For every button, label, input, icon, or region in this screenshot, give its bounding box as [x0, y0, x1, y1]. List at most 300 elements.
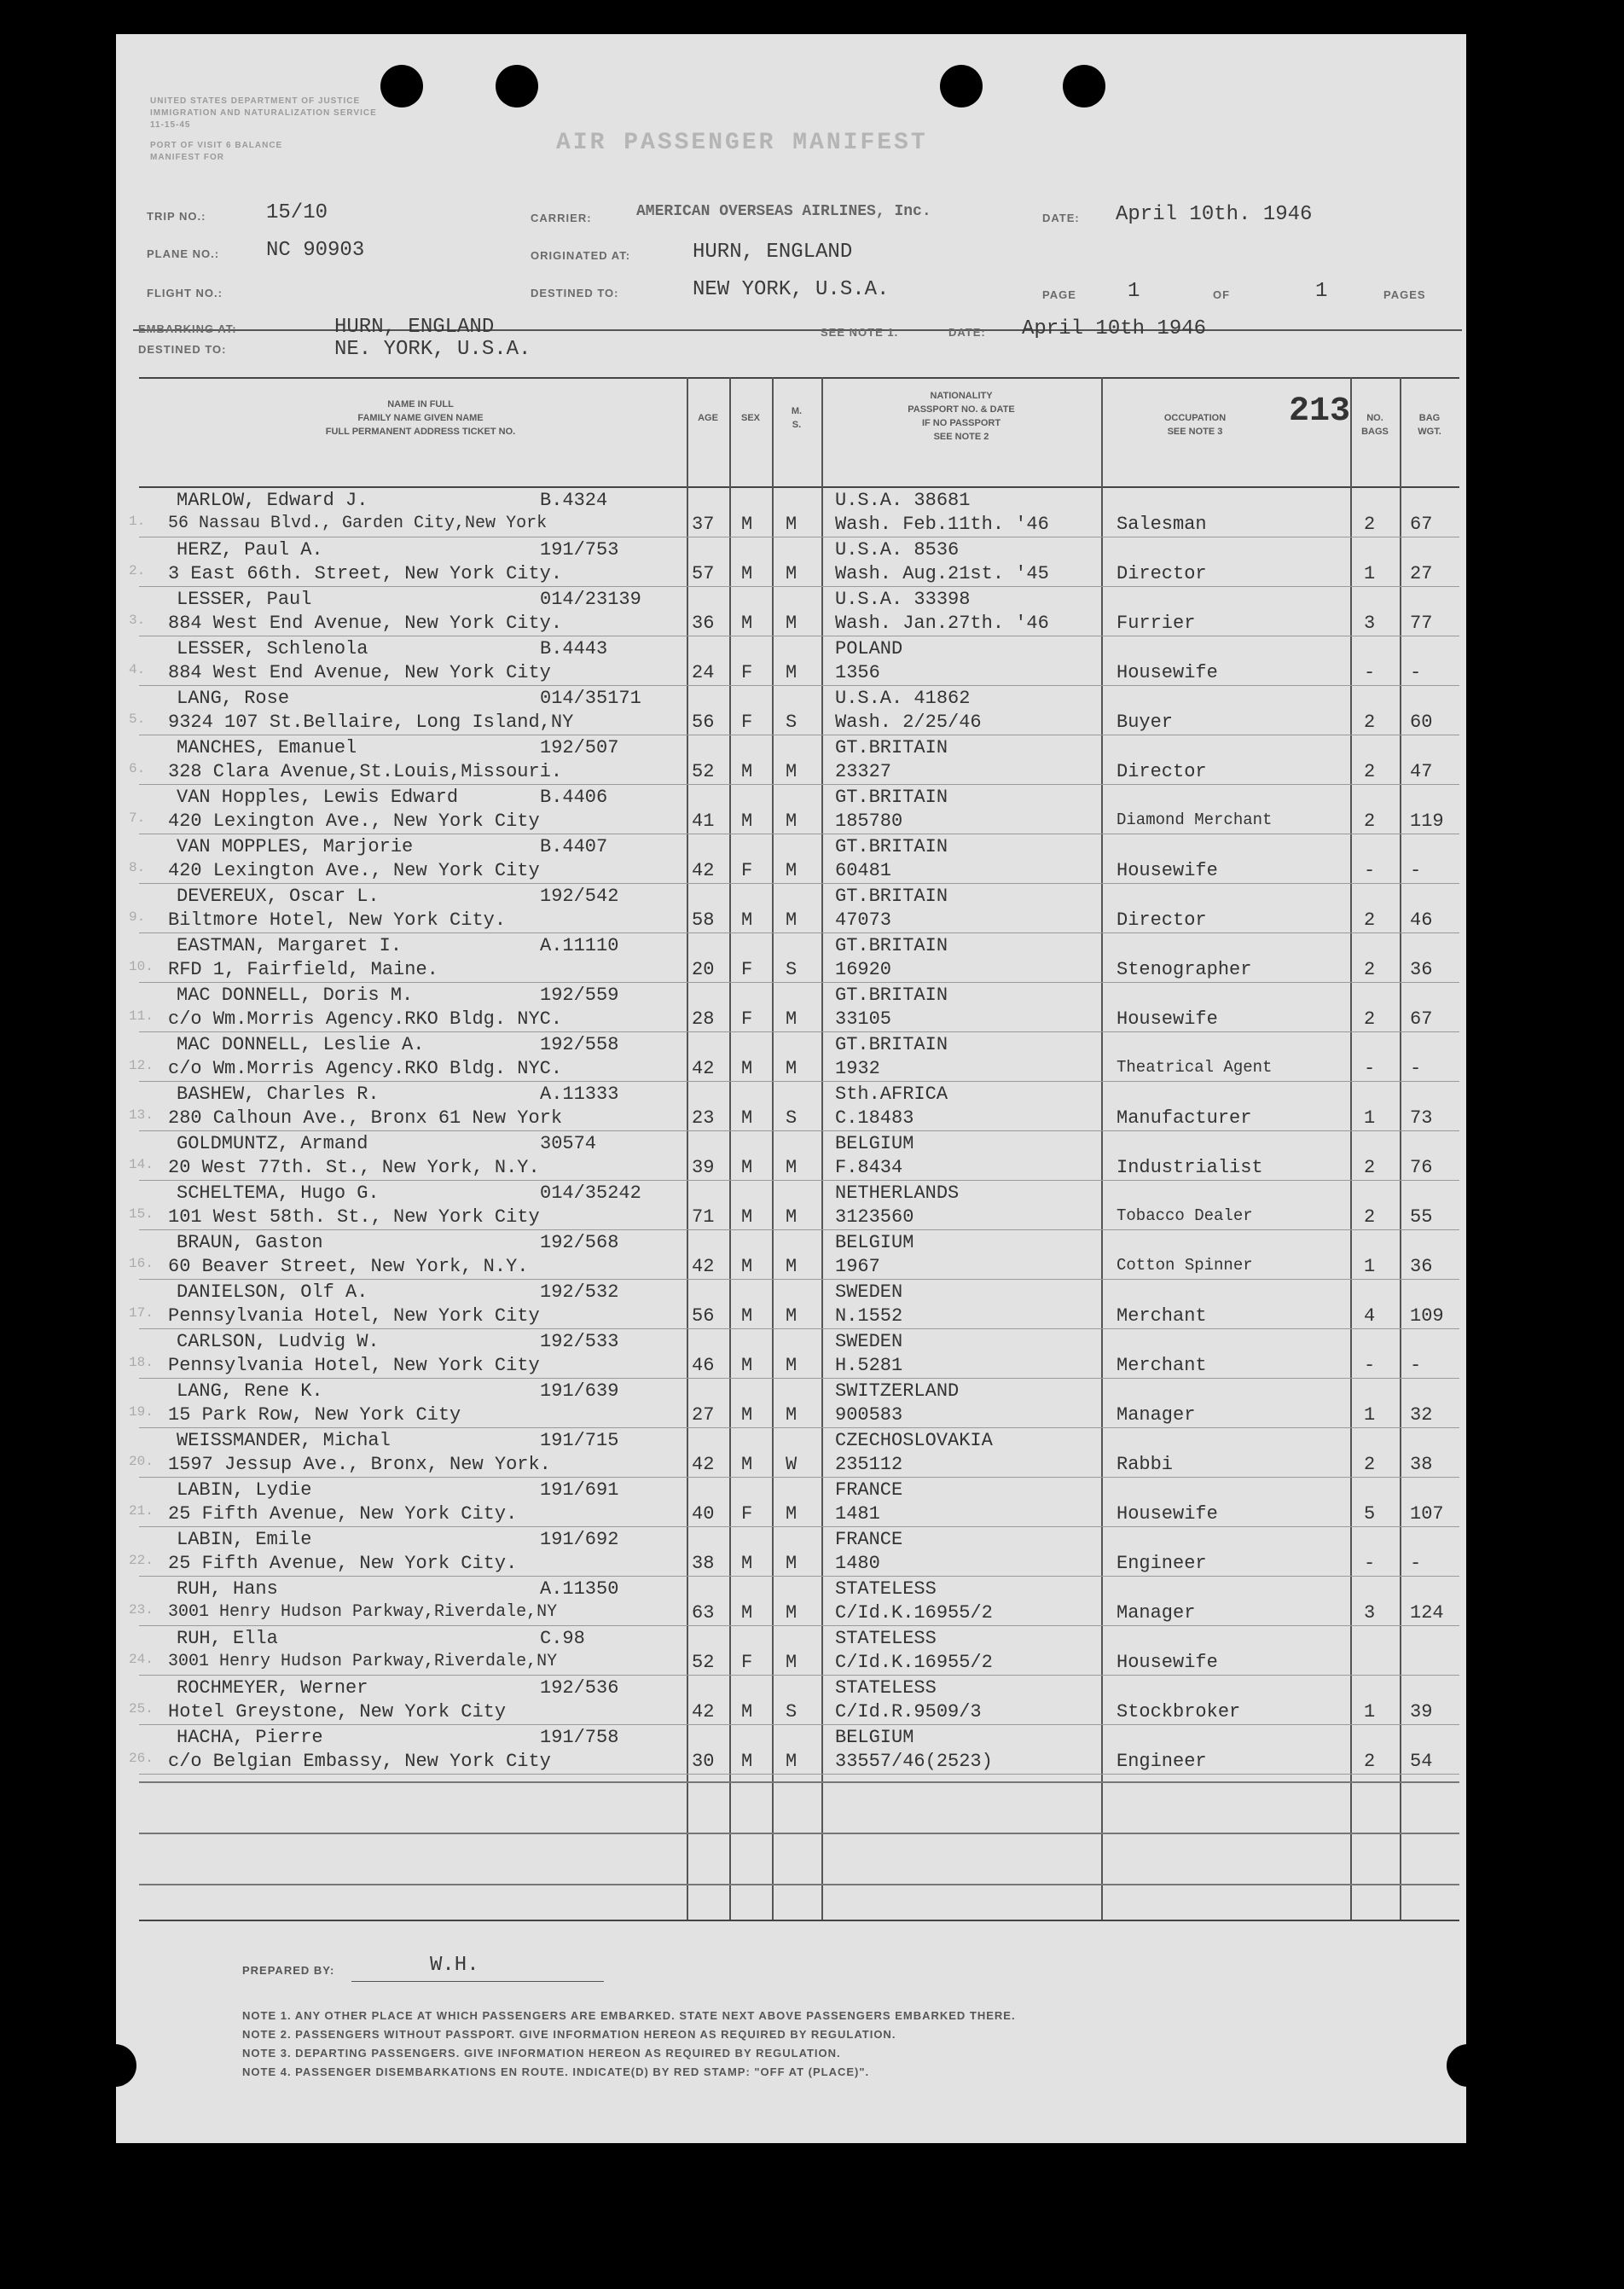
ticket-number: 191/715: [540, 1430, 619, 1451]
ticket-number: 192/536: [540, 1677, 619, 1699]
sex-cell: F: [741, 860, 753, 881]
table-row: [129, 1131, 1459, 1181]
sex-cell: M: [741, 613, 753, 634]
row-number: 23.: [129, 1602, 154, 1618]
nationality: STATELESS: [835, 1628, 937, 1649]
passenger-table: [129, 377, 1459, 1921]
bags-count: -: [1364, 662, 1376, 683]
nationality: FRANCE: [835, 1479, 903, 1501]
age-cell: 42: [692, 1058, 715, 1079]
passport-number: 1967: [835, 1256, 880, 1277]
bag-weight: 27: [1410, 563, 1433, 584]
passenger-name: HACHA, Pierre: [177, 1727, 323, 1748]
bags-count: 1: [1364, 1701, 1376, 1723]
nationality: BELGIUM: [835, 1133, 914, 1154]
bags-count: -: [1364, 1355, 1376, 1376]
trip-no: 15/10: [266, 201, 328, 224]
occupation: Merchant: [1116, 1305, 1207, 1327]
ticket-number: 014/35242: [540, 1182, 641, 1204]
passenger-name: MAC DONNELL, Doris M.: [177, 985, 414, 1006]
sex-cell: M: [741, 514, 753, 535]
age-cell: 36: [692, 613, 715, 634]
bag-weight: -: [1410, 1553, 1422, 1574]
passenger-name: LESSER, Paul: [177, 589, 312, 610]
passport-number: 33557/46(2523): [835, 1751, 993, 1772]
agency-line: IMMIGRATION AND NATURALIZATION SERVICE: [150, 108, 377, 118]
passport-number: 23327: [835, 761, 892, 782]
sex-cell: M: [741, 1355, 753, 1376]
table-rule: [139, 1781, 1459, 1783]
passenger-address: c/o Belgian Embassy, New York City: [168, 1751, 551, 1772]
nationality: POLAND: [835, 638, 903, 659]
nationality: SWITZERLAND: [835, 1380, 960, 1402]
occupation: Housewife: [1116, 860, 1218, 881]
marital-status-cell: M: [786, 1305, 798, 1327]
age-cell: 24: [692, 662, 715, 683]
ticket-number: B.4407: [540, 836, 608, 857]
row-rule: [139, 1774, 1459, 1775]
passport-number: 900583: [835, 1404, 903, 1426]
bags-count: 2: [1364, 1157, 1376, 1178]
nationality: GT.BRITAIN: [835, 1034, 948, 1055]
table-bottom-rule: [139, 1920, 1459, 1921]
passenger-address: 1597 Jessup Ave., Bronx, New York.: [168, 1454, 551, 1475]
destined2: NE. YORK, U.S.A.: [334, 338, 531, 361]
marital-status-cell: M: [786, 613, 798, 634]
row-number: 3.: [129, 613, 146, 628]
bag-weight: 77: [1410, 613, 1433, 634]
bag-weight: 47: [1410, 761, 1433, 782]
passenger-name: LANG, Rene K.: [177, 1380, 323, 1402]
marital-status-cell: M: [786, 1404, 798, 1426]
col-header-sex: SEX: [740, 413, 760, 423]
ticket-number: B.4324: [540, 490, 608, 511]
sex-cell: M: [741, 1602, 753, 1624]
bags-count: 4: [1364, 1305, 1376, 1327]
row-number: 18.: [129, 1355, 154, 1370]
manifest-sheet: [116, 34, 1466, 2143]
age-cell: 39: [692, 1157, 715, 1178]
occupation: Director: [1116, 563, 1207, 584]
nationality: CZECHOSLOVAKIA: [835, 1430, 993, 1451]
bags-count: 2: [1364, 712, 1376, 733]
prepared-label: PREPARED BY:: [242, 1964, 335, 1977]
nationality: U.S.A. 41862: [835, 688, 971, 709]
passenger-address: 280 Calhoun Ave., Bronx 61 New York: [168, 1107, 563, 1129]
occupation: Salesman: [1116, 514, 1207, 535]
plane-no: NC 90903: [266, 239, 365, 262]
table-rule: [139, 1833, 1459, 1834]
bags-count: 1: [1364, 1404, 1376, 1426]
bags-count: -: [1364, 860, 1376, 881]
passenger-name: MAC DONNELL, Leslie A.: [177, 1034, 425, 1055]
passenger-name: RUH, Ella: [177, 1628, 278, 1649]
sex-cell: F: [741, 1008, 753, 1030]
table-row: [129, 1329, 1459, 1379]
row-number: 16.: [129, 1256, 154, 1271]
ticket-number: 192/559: [540, 985, 619, 1006]
passenger-address: c/o Wm.Morris Agency.RKO Bldg. NYC.: [168, 1058, 563, 1079]
nationality: GT.BRITAIN: [835, 836, 948, 857]
row-number: 14.: [129, 1157, 154, 1172]
nationality: Sth.AFRICA: [835, 1083, 948, 1105]
destined: NEW YORK, U.S.A.: [693, 278, 890, 301]
passport-number: C/Id.K.16955/2: [835, 1602, 993, 1624]
passenger-address: 15 Park Row, New York City: [168, 1404, 461, 1426]
sex-cell: M: [741, 1701, 753, 1723]
ticket-number: 014/35171: [540, 688, 641, 709]
nationality: GT.BRITAIN: [835, 935, 948, 956]
bag-weight: 38: [1410, 1454, 1433, 1475]
age-cell: 42: [692, 1701, 715, 1723]
agency-block: [150, 96, 377, 164]
age-cell: 42: [692, 1256, 715, 1277]
nationality: U.S.A. 33398: [835, 589, 971, 610]
age-cell: 52: [692, 761, 715, 782]
ticket-number: 192/532: [540, 1281, 619, 1303]
row-number: 8.: [129, 860, 146, 875]
agency-line: MANIFEST FOR: [150, 153, 224, 162]
footnote: NOTE 4. PASSENGER DISEMBARKATIONS EN ROUTE. INDICATE(D) BY RED STAMP: "OFF AT (PLACE)".: [242, 2065, 870, 2078]
row-number: 6.: [129, 761, 146, 776]
sex-cell: M: [741, 1206, 753, 1228]
table-row: [129, 636, 1459, 686]
passenger-name: MANCHES, Emanuel: [177, 737, 357, 758]
ticket-number: 192/558: [540, 1034, 619, 1055]
passenger-address: Pennsylvania Hotel, New York City: [168, 1355, 540, 1376]
passenger-name: RUH, Hans: [177, 1578, 278, 1600]
table-row: [129, 1676, 1459, 1725]
ticket-number: 191/691: [540, 1479, 619, 1501]
occupation: Director: [1116, 909, 1207, 931]
table-row: [129, 1478, 1459, 1527]
passport-number: C/Id.K.16955/2: [835, 1652, 993, 1673]
date2-label: DATE:: [948, 326, 986, 339]
carrier: AMERICAN OVERSEAS AIRLINES, Inc.: [636, 203, 931, 220]
nationality: GT.BRITAIN: [835, 886, 948, 907]
bag-weight: -: [1410, 860, 1422, 881]
occupation: Engineer: [1116, 1751, 1207, 1772]
occupation: Industrialist: [1116, 1157, 1263, 1178]
passenger-address: 884 West End Avenue, New York City: [168, 662, 551, 683]
sex-cell: F: [741, 1503, 753, 1525]
marital-status-cell: M: [786, 1652, 798, 1673]
occupation: Manager: [1116, 1404, 1196, 1426]
marital-status-cell: M: [786, 1008, 798, 1030]
table-row: [129, 1280, 1459, 1329]
row-number: 10.: [129, 959, 154, 974]
bags-count: 3: [1364, 1602, 1376, 1624]
embarking: HURN, ENGLAND: [334, 316, 495, 339]
row-number: 15.: [129, 1206, 154, 1222]
punch-hole: [94, 2044, 136, 2087]
bag-weight: 36: [1410, 1256, 1433, 1277]
col-header-name: NAME IN FULL FAMILY NAME GIVEN NAME FULL PERMANENT ADDRESS TICKET NO.: [325, 399, 516, 437]
passenger-address: 20 West 77th. St., New York, N.Y.: [168, 1157, 540, 1178]
passenger-address: 25 Fifth Avenue, New York City.: [168, 1553, 518, 1574]
punch-hole: [496, 65, 538, 107]
age-cell: 42: [692, 1454, 715, 1475]
table-row: [129, 1181, 1459, 1230]
age-cell: 30: [692, 1751, 715, 1772]
bags-count: 2: [1364, 959, 1376, 980]
marital-status-cell: M: [786, 810, 798, 832]
passport-number: N.1552: [835, 1305, 903, 1327]
age-cell: 20: [692, 959, 715, 980]
row-number: 7.: [129, 810, 146, 826]
bag-weight: 46: [1410, 909, 1433, 931]
passenger-address: 56 Nassau Blvd., Garden City,New York: [168, 514, 548, 533]
marital-status-cell: M: [786, 1206, 798, 1228]
bag-weight: 124: [1410, 1602, 1444, 1624]
row-number: 22.: [129, 1553, 154, 1568]
table-row: [129, 884, 1459, 933]
marital-status-cell: S: [786, 1701, 798, 1723]
age-cell: 63: [692, 1602, 715, 1624]
ticket-number: 191/753: [540, 539, 619, 561]
pages-label: PAGES: [1383, 288, 1426, 301]
stamp-number: 213: [1289, 392, 1351, 431]
bag-weight: 73: [1410, 1107, 1433, 1129]
bags-count: 2: [1364, 514, 1376, 535]
footnote: NOTE 2. PASSENGERS WITHOUT PASSPORT. GIVE INFORMATION HEREON AS REQUIRED BY REGULATION.: [242, 2028, 896, 2041]
table-row: [129, 1626, 1459, 1676]
passport-number: 235112: [835, 1454, 903, 1475]
row-number: 2.: [129, 563, 146, 578]
marital-status-cell: M: [786, 1157, 798, 1178]
passenger-name: LESSER, Schlenola: [177, 638, 368, 659]
of-label: OF: [1213, 288, 1231, 301]
sex-cell: M: [741, 810, 753, 832]
sex-cell: M: [741, 1107, 753, 1129]
marital-status-cell: S: [786, 712, 798, 733]
age-cell: 41: [692, 810, 715, 832]
punch-hole: [1063, 65, 1105, 107]
occupation: Diamond Merchant: [1116, 810, 1273, 829]
age-cell: 40: [692, 1503, 715, 1525]
passenger-name: VAN Hopples, Lewis Edward: [177, 787, 459, 808]
ticket-number: 192/542: [540, 886, 619, 907]
row-number: 26.: [129, 1751, 154, 1766]
table-row: [129, 1725, 1459, 1775]
manifest-title: AIR PASSENGER MANIFEST: [556, 130, 928, 156]
age-cell: 27: [692, 1404, 715, 1426]
passport-number: 1480: [835, 1553, 880, 1574]
of-number: 1: [1315, 280, 1328, 303]
row-number: 1.: [129, 514, 146, 529]
destined2-label: DESTINED TO:: [138, 343, 227, 356]
ticket-number: 192/507: [540, 737, 619, 758]
marital-status-cell: M: [786, 860, 798, 881]
sex-cell: M: [741, 1058, 753, 1079]
passport-number: 16920: [835, 959, 892, 980]
row-number: 13.: [129, 1107, 154, 1123]
nationality: GT.BRITAIN: [835, 985, 948, 1006]
occupation: Housewife: [1116, 662, 1218, 683]
sex-cell: M: [741, 1305, 753, 1327]
age-cell: 56: [692, 1305, 715, 1327]
nationality: SWEDEN: [835, 1281, 903, 1303]
embarking-label: EMBARKING AT:: [138, 322, 237, 335]
occupation: Housewife: [1116, 1503, 1218, 1525]
passenger-address: Pennsylvania Hotel, New York City: [168, 1305, 540, 1327]
row-number: 11.: [129, 1008, 154, 1024]
passenger-name: WEISSMANDER, Michal: [177, 1430, 391, 1451]
bag-weight: -: [1410, 1355, 1422, 1376]
passenger-name: GOLDMUNTZ, Armand: [177, 1133, 368, 1154]
bags-count: 2: [1364, 761, 1376, 782]
bag-weight: 107: [1410, 1503, 1444, 1525]
page-number: 1: [1128, 280, 1140, 303]
sex-cell: M: [741, 1256, 753, 1277]
prepared-by: W.H.: [430, 1954, 479, 1977]
occupation: Rabbi: [1116, 1454, 1174, 1475]
passport-number: 3123560: [835, 1206, 914, 1228]
table-row: [129, 785, 1459, 834]
bag-weight: 76: [1410, 1157, 1433, 1178]
table-rule: [139, 1884, 1459, 1885]
marital-status-cell: M: [786, 514, 798, 535]
occupation: Stockbroker: [1116, 1701, 1241, 1723]
marital-status-cell: W: [786, 1454, 798, 1475]
bags-count: 2: [1364, 810, 1376, 832]
table-row: [129, 1527, 1459, 1577]
table-row: [129, 1428, 1459, 1478]
header-divider: [133, 329, 1462, 331]
passenger-address: 25 Fifth Avenue, New York City.: [168, 1503, 518, 1525]
passport-number: Wash. Feb.11th. '46: [835, 514, 1049, 535]
row-number: 20.: [129, 1454, 154, 1469]
bag-weight: -: [1410, 1058, 1422, 1079]
bags-count: 2: [1364, 1206, 1376, 1228]
agency-line: 11-15-45: [150, 120, 191, 130]
ticket-number: B.4406: [540, 787, 608, 808]
table-row: [129, 1082, 1459, 1131]
nationality: SWEDEN: [835, 1331, 903, 1352]
age-cell: 23: [692, 1107, 715, 1129]
sex-cell: M: [741, 1751, 753, 1772]
passenger-name: DANIELSON, Olf A.: [177, 1281, 368, 1303]
age-cell: 56: [692, 712, 715, 733]
passenger-name: BASHEW, Charles R.: [177, 1083, 380, 1105]
passenger-name: MARLOW, Edward J.: [177, 490, 368, 511]
passenger-address: 420 Lexington Ave., New York City: [168, 860, 540, 881]
passport-number: 1932: [835, 1058, 880, 1079]
occupation: Manager: [1116, 1602, 1196, 1624]
passport-number: 1356: [835, 662, 880, 683]
marital-status-cell: M: [786, 1751, 798, 1772]
col-header-nationality: NATIONALITY PASSPORT NO. & DATE IF NO PASSPORT SEE NOTE 2: [908, 391, 1015, 442]
row-number: 19.: [129, 1404, 154, 1420]
bag-weight: 54: [1410, 1751, 1433, 1772]
passenger-address: 9324 107 St.Bellaire, Long Island,NY: [168, 712, 574, 733]
age-cell: 71: [692, 1206, 715, 1228]
passenger-name: SCHELTEMA, Hugo G.: [177, 1182, 380, 1204]
col-header-age: AGE: [698, 413, 718, 423]
passenger-name: DEVEREUX, Oscar L.: [177, 886, 380, 907]
nationality: STATELESS: [835, 1677, 937, 1699]
occupation: Stenographer: [1116, 959, 1252, 980]
ticket-number: 192/533: [540, 1331, 619, 1352]
age-cell: 28: [692, 1008, 715, 1030]
passport-number: 185780: [835, 810, 903, 832]
bag-weight: 109: [1410, 1305, 1444, 1327]
table-row: [129, 587, 1459, 636]
agency-line: PORT OF VISIT 6 BALANCE: [150, 141, 283, 150]
prepared-underline: [351, 1981, 604, 1982]
originated-label: ORIGINATED AT:: [531, 249, 631, 262]
row-number: 4.: [129, 662, 146, 677]
sex-cell: F: [741, 662, 753, 683]
passenger-address: 3001 Henry Hudson Parkway,Riverdale,NY: [168, 1652, 558, 1671]
see-note-label: SEE NOTE 1.: [821, 326, 899, 339]
age-cell: 46: [692, 1355, 715, 1376]
bags-count: 2: [1364, 1751, 1376, 1772]
nationality: BELGIUM: [835, 1727, 914, 1748]
passenger-address: RFD 1, Fairfield, Maine.: [168, 959, 438, 980]
punch-hole: [940, 65, 983, 107]
col-header-wgt: BAG WGT.: [1418, 413, 1441, 437]
ticket-number: A.11110: [540, 935, 619, 956]
date2: April 10th 1946: [1022, 317, 1207, 340]
occupation: Merchant: [1116, 1355, 1207, 1376]
passenger-address: Hotel Greystone, New York City: [168, 1701, 507, 1723]
passenger-name: ROCHMEYER, Werner: [177, 1677, 368, 1699]
passenger-address: c/o Wm.Morris Agency.RKO Bldg. NYC.: [168, 1008, 563, 1030]
agency-line: UNITED STATES DEPARTMENT OF JUSTICE: [150, 96, 361, 106]
passport-number: 47073: [835, 909, 892, 931]
sex-cell: M: [741, 1553, 753, 1574]
ticket-number: 191/692: [540, 1529, 619, 1550]
passenger-address: Biltmore Hotel, New York City.: [168, 909, 507, 931]
ticket-number: C.98: [540, 1628, 585, 1649]
carrier-label: CARRIER:: [531, 212, 592, 224]
passenger-address: 60 Beaver Street, New York, N.Y.: [168, 1256, 529, 1277]
passport-number: C/Id.R.9509/3: [835, 1701, 982, 1723]
passport-number: Wash. 2/25/46: [835, 712, 982, 733]
footnote: NOTE 3. DEPARTING PASSENGERS. GIVE INFORMATION HEREON AS REQUIRED BY REGULATION.: [242, 2047, 841, 2060]
age-cell: 58: [692, 909, 715, 931]
passport-number: Wash. Jan.27th. '46: [835, 613, 1049, 634]
passenger-name: LABIN, Emile: [177, 1529, 312, 1550]
occupation: Furrier: [1116, 613, 1196, 634]
marital-status-cell: M: [786, 563, 798, 584]
punch-hole: [1447, 2044, 1489, 2087]
marital-status-cell: M: [786, 1602, 798, 1624]
nationality: NETHERLANDS: [835, 1182, 960, 1204]
marital-status-cell: S: [786, 959, 798, 980]
bags-count: 5: [1364, 1503, 1376, 1525]
table-row: [129, 735, 1459, 785]
passport-number: H.5281: [835, 1355, 903, 1376]
row-number: 17.: [129, 1305, 154, 1321]
col-header-bags: NO. BAGS: [1361, 413, 1389, 437]
nationality: GT.BRITAIN: [835, 787, 948, 808]
ticket-number: A.11333: [540, 1083, 619, 1105]
ticket-number: 192/568: [540, 1232, 619, 1253]
flight-no-label: FLIGHT NO.:: [147, 287, 223, 299]
passenger-address: 3001 Henry Hudson Parkway,Riverdale,NY: [168, 1602, 558, 1622]
ticket-number: B.4443: [540, 638, 608, 659]
passenger-address: 420 Lexington Ave., New York City: [168, 810, 540, 832]
table-row: [129, 1379, 1459, 1428]
bag-weight: 32: [1410, 1404, 1433, 1426]
ticket-number: 191/639: [540, 1380, 619, 1402]
age-cell: 37: [692, 514, 715, 535]
ticket-number: 014/23139: [540, 589, 641, 610]
passport-number: 1481: [835, 1503, 880, 1525]
table-row: [129, 488, 1459, 537]
